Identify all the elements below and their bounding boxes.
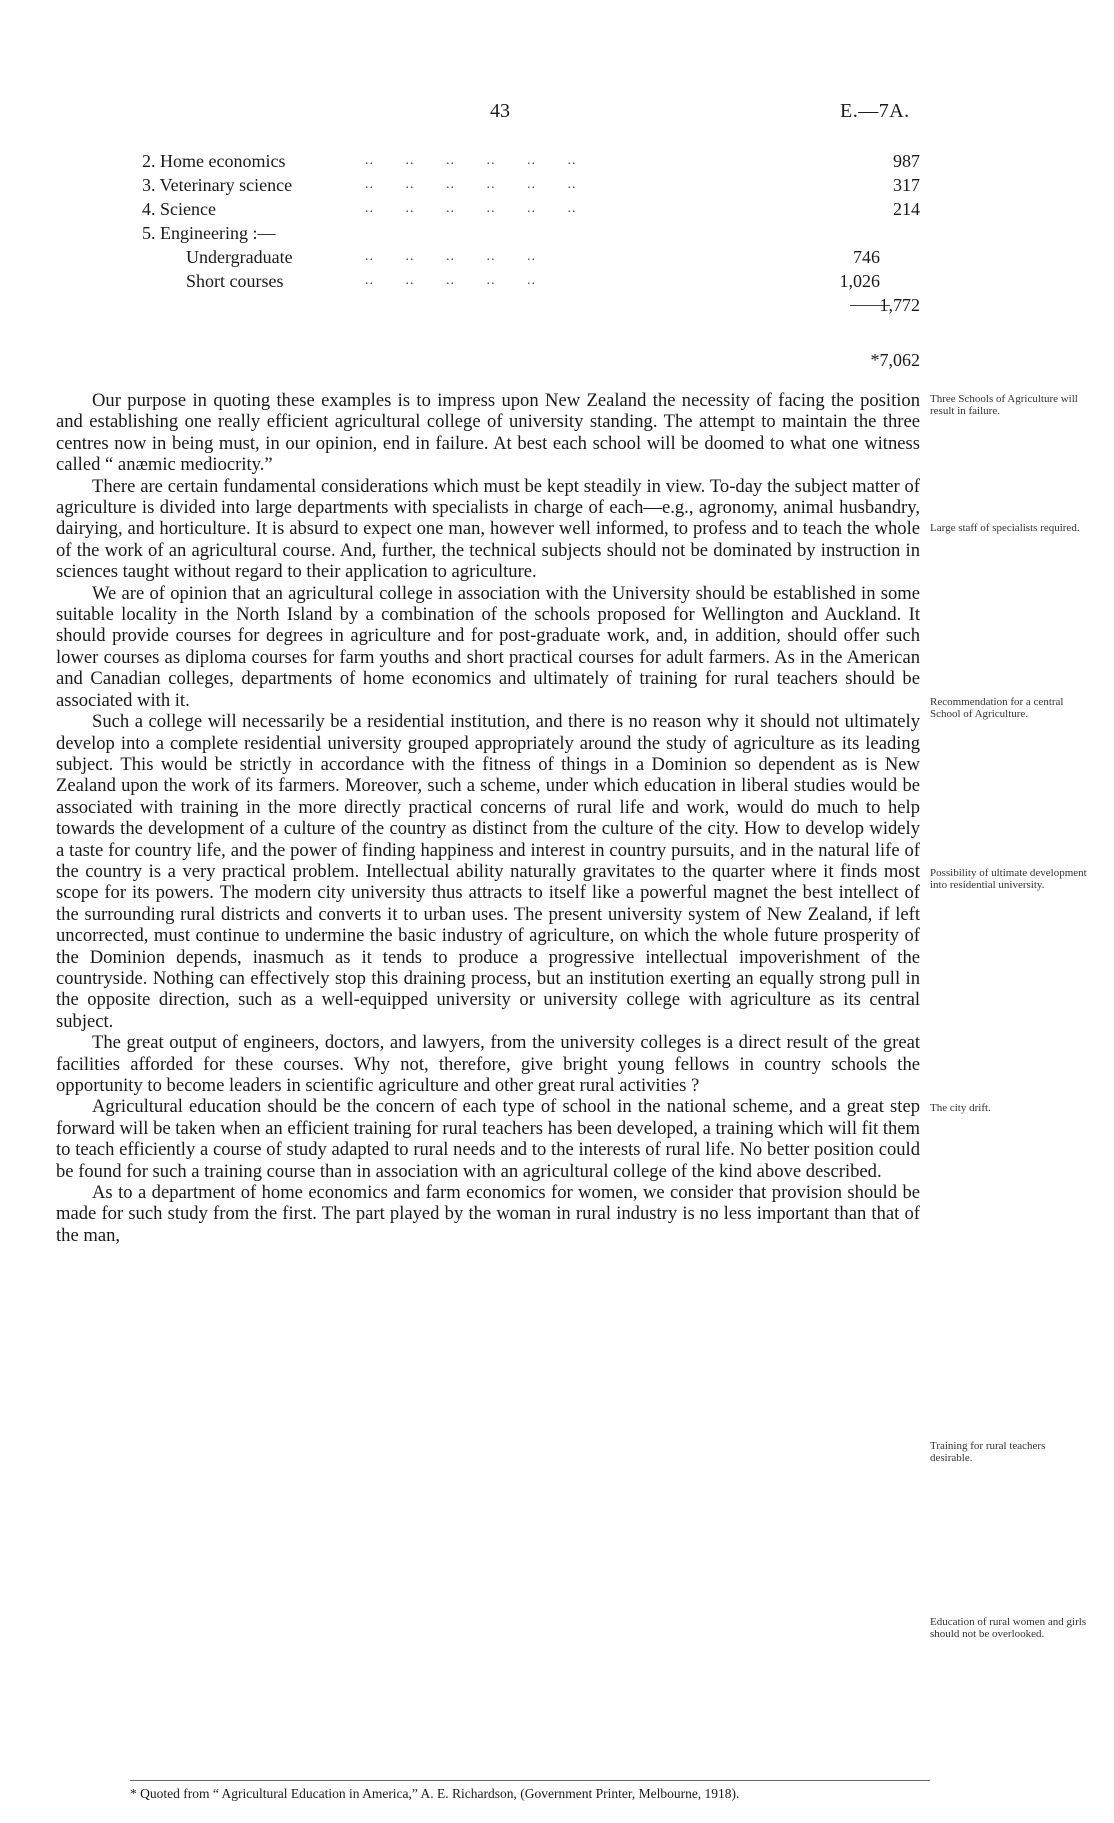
row-label: 5. Engineering :— (142, 223, 276, 243)
footnote-rule (130, 1780, 930, 1781)
table-row: Short courses .. .. .. .. .. 1,026 (186, 271, 880, 291)
row-label: 2. Home economics (142, 151, 286, 171)
table-row: 4. Science .. .. .. .. .. .. 214 (142, 199, 920, 219)
paragraph: We are of opinion that an agricultural college in association with the University should be established in some suitable locality in the North Island by a combination of the schools proposed for Wellington and Auckland. It should provide courses for degrees in agriculture and for post-graduate work, and, in addition, should offer such lower courses as diploma courses for farm youths and short practical courses for adult farmers. As in the American and Canadian colleges, departments of home economics and ultimately of training for rural teachers should be associated with it. (56, 582, 920, 711)
row-label: Undergraduate (186, 247, 293, 267)
row-value: 746 (853, 247, 880, 267)
margin-note: Education of rural women and girls should not be overlooked. (930, 1616, 1087, 1640)
row-label: Short courses (186, 271, 284, 291)
row-value: 1,026 (839, 271, 880, 291)
margin-note: Three Schools of Agriculture will result in failure. (930, 393, 1078, 417)
row-value: 317 (893, 175, 920, 195)
paragraph: The great output of engineers, doctors, and lawyers, from the university colleges is a direct result of the great facilities afforded for these courses. Why not, therefore, give bright young fellows in country schools the opportunity to become leaders in scientific agriculture and other great rural activities ? (56, 1032, 920, 1096)
document-code: E.—7A. (840, 100, 910, 122)
margin-note: Recommendation for a central School of Agriculture. (930, 696, 1064, 720)
row-label: 4. Science (142, 199, 216, 219)
margin-note: The city drift. (930, 1102, 991, 1114)
paragraph: Such a college will necessarily be a residential institution, and there is no reason why it should not ultimately develop into a complete residential university grouped appropriately around the study of agriculture as its leading subject. This would be strictly in accordance with the fitness of things in a Dominion so dependent as is New Zealand upon the work of its farmers. Moreover, such a scheme, under which education in liberal studies would be associated with training in the more directly practical concerns of rural life and work, would do much to help towards the development of a culture of the country as distinct from the culture of the city. How to develop widely a taste for country life, and the power of finding happiness and interest in country pursuits, and in the natural life of the country is a very practical problem. Intellectual ability naturally gravitates to the quarter where it finds most scope for its powers. The modern city university thus attracts to itself like a powerful magnet the best intellect of the surrounding rural districts and converts it to urban uses. The present university system of New Zealand, if left uncorrected, must continue to undermine the basic industry of agriculture, on which the whole future prosperity of the Dominion depends, inasmuch as it tends to produce a progressive intellectual impoverishment of the countryside. Nothing can effectively stop this draining process, but an institution exerting an equally strong pull in the opposite direction, such as a well-equipped university or university college with agriculture as its central subject. (56, 711, 920, 1032)
row-label: 3. Veterinary science (142, 175, 293, 195)
paragraph: Our purpose in quoting these examples is to impress upon New Zealand the necessity of facing the position and establishing one really efficient agricultural college of university standing. The attempt to maintain the three centres now in being must, in our opinion, end in failure. At best each school will be doomed to what one witness called “ anæmic mediocrity.” (56, 390, 920, 476)
margin-note: Large staff of specialists required. (930, 522, 1080, 534)
body-text (56, 390, 920, 1246)
table-row (130, 221, 920, 245)
table-row (130, 293, 920, 317)
page-number: 43 (490, 100, 510, 122)
footnote: * Quoted from “ Agricultural Education in America,” A. E. Richardson, (Government Printer, Melbourne, 1918). (130, 1786, 740, 1801)
table-row: 3. Veterinary science .. .. .. .. .. .. 317 (142, 175, 920, 195)
grand-total: *7,062 (870, 350, 920, 370)
row-value: 214 (893, 199, 920, 219)
paragraph: Agricultural education should be the concern of each type of school in the national scheme, and a great step forward will be taken when an efficient training for rural teachers has been developed, a training which will fit them to teach efficiently a course of study adapted to rural needs and to the interests of rural life. No better position could be found for such a training course than in association with an agricultural college of the kind above described. (56, 1096, 920, 1182)
enrolment-table (130, 149, 920, 317)
margin-note: Training for rural teachers desirable. (930, 1440, 1046, 1464)
engineering-total: 1,772 (879, 295, 920, 315)
paragraph: There are certain fundamental considerations which must be kept steadily in view. To-day the subject matter of agriculture is divided into large departments with specialists in charge of each—e.g., agronomy, animal husbandry, dairying, and horticulture. It is absurd to expect one man, however well informed, to profess and to teach the whole of the work of an agricultural course. And, further, the technical subjects should not be dominated by instruction in sciences taught without regard to their application to agriculture. (56, 475, 920, 583)
table-row: 2. Home economics .. .. .. .. .. .. 987 (142, 151, 920, 171)
paragraph: As to a department of home economics and farm economics for women, we consider that provision should be made for such study from the first. The part played by the woman in rural industry is no less important than that of the man, (56, 1182, 920, 1246)
row-value: 987 (893, 151, 920, 171)
table-row: Undergraduate .. .. .. .. .. 746 (186, 247, 880, 267)
margin-note: Possibility of ultimate development into residential university. (930, 867, 1087, 891)
